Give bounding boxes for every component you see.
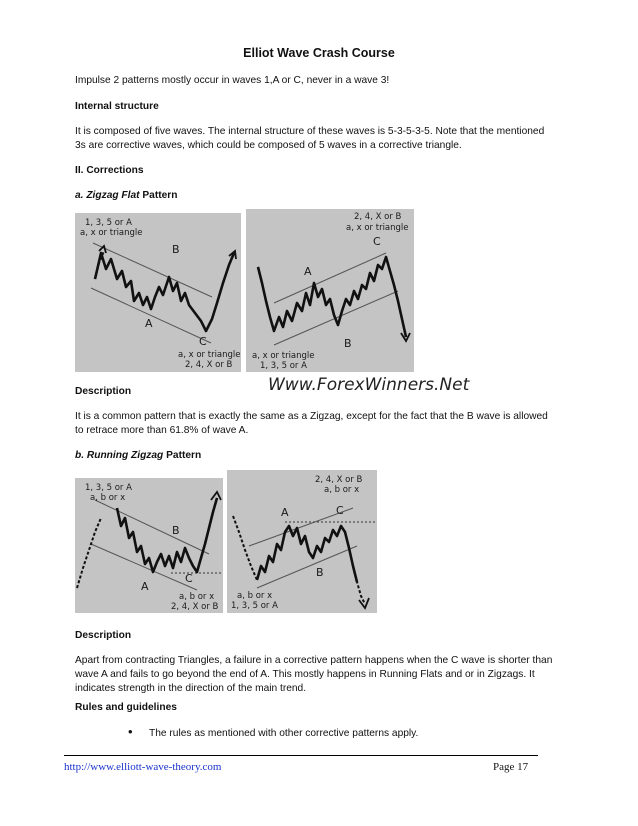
fig2-right-bottom-label-2: 1, 3, 5 or A (231, 601, 278, 611)
subheading-running-zigzag (75, 448, 201, 463)
fig1-left-top-label-2: a, x or triangle (80, 228, 143, 238)
figure-zigzag-left (75, 213, 241, 372)
fig1-right-bottom-label-2: 1, 3, 5 or A (260, 361, 307, 371)
subheading-zigzag-flat-italic: a. Zigzag Flat (75, 190, 140, 201)
watermark: Www.ForexWinners.Net (268, 375, 470, 395)
fig1-right-top-label-1: 2, 4, X or B (354, 212, 402, 222)
intro-text: Impulse 2 patterns mostly occur in waves 1,A or C, never in a wave 3! (75, 75, 390, 86)
description-1-line-2: to retrace more than 61.8% of wave A. (75, 425, 249, 436)
description-1-line-1: It is a common pattern that is exactly the same as a Zigzag, except for the fact that the B wave is allowed (75, 411, 548, 422)
figure-running-zigzag-right (227, 470, 377, 613)
fig2-right-wave-c: C (336, 504, 344, 517)
fig2-left-wave-a: A (141, 580, 149, 593)
fig1-left-bottom-label-2: 2, 4, X or B (185, 360, 233, 370)
description-heading-2: Description (75, 630, 132, 641)
fig1-left-bottom-label-1: a, x or triangle (178, 350, 241, 360)
section-heading-internal-structure: Internal structure (75, 101, 159, 112)
subheading-zigzag-flat (75, 188, 177, 203)
fig2-right-bottom-label-1: a, b or x (237, 591, 273, 601)
subheading-running-zigzag-rest: Pattern (163, 450, 202, 461)
description-2-line-3: indicates strength in the direction of the main trend. (75, 683, 307, 694)
page-title: Elliot Wave Crash Course (243, 46, 395, 60)
fig2-left-bottom-label-1: a, b or x (179, 592, 215, 602)
fig1-left-wave-c: C (199, 335, 207, 348)
subheading-running-zigzag-italic: b. Running Zigzag (75, 450, 164, 461)
internal-structure-line-1: It is composed of five waves. The internal structure of these waves is 5-3-5-3-5. Note that the mentioned (75, 126, 545, 137)
fig2-left-wave-b: B (172, 524, 180, 537)
bullet-icon: • (128, 724, 133, 739)
fig2-left-bottom-label-2: 2, 4, X or B (171, 602, 219, 612)
fig1-right-wave-a: A (304, 265, 312, 278)
figure-running-zigzag-left (75, 478, 223, 613)
fig1-left-wave-b: B (172, 243, 180, 256)
footer-divider (64, 755, 538, 756)
page-number: Page 17 (493, 761, 529, 773)
internal-structure-line-2: 3s are corrective waves, which could be composed of 5 waves in a corrective triangle. (75, 140, 462, 151)
section-heading-corrections: II. Corrections (75, 165, 144, 176)
fig1-right-wave-b: B (344, 337, 352, 350)
fig1-left-top-label-1: 1, 3, 5 or A (85, 218, 132, 228)
fig2-right-top-label-1: 2, 4, X or B (315, 475, 363, 485)
fig2-left-top-label-2: a, b or x (90, 493, 126, 503)
subheading-zigzag-flat-rest: Pattern (139, 190, 178, 201)
fig1-right-top-label-2: a, x or triangle (346, 223, 409, 233)
figure-zigzag-right (246, 209, 414, 372)
fig2-left-wave-c: C (185, 572, 193, 585)
footer-link[interactable]: http://www.elliott-wave-theory.com (64, 761, 222, 773)
fig2-left-top-label-1: 1, 3, 5 or A (85, 483, 132, 493)
fig2-right-wave-a: A (281, 506, 289, 519)
description-2-line-2: wave A and fails to go beyond the end of A. This mostly happens in Running Flats and or in Zigzags. It (75, 669, 535, 680)
rules-item-1: The rules as mentioned with other corrective patterns apply. (149, 728, 419, 739)
fig2-right-top-label-2: a, b or x (324, 485, 360, 495)
fig2-right-wave-b: B (316, 566, 324, 579)
description-heading-1: Description (75, 386, 132, 397)
fig1-right-bottom-label-1: a, x or triangle (252, 351, 315, 361)
fig1-right-wave-c: C (373, 235, 381, 248)
description-2-line-1: Apart from contracting Triangles, a failure in a corrective pattern happens when the C wave is shorter than (75, 655, 553, 666)
section-heading-rules: Rules and guidelines (75, 702, 177, 713)
fig1-left-wave-a: A (145, 317, 153, 330)
